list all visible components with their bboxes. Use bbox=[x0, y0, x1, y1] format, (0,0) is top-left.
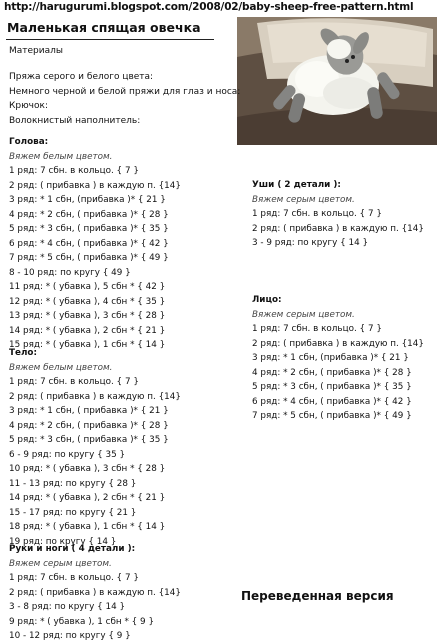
pattern-row: 11 - 13 ряд: по кругу { 28 } bbox=[9, 478, 137, 489]
materials-item: Пряжа серого и белого цвета: bbox=[9, 72, 154, 82]
head-note: Вяжем белым цветом. bbox=[9, 151, 113, 162]
materials-item: Волокнистый наполнитель: bbox=[9, 115, 141, 126]
pattern-row: 2 ряд: ( прибавка ) в каждую п. {14} bbox=[9, 391, 181, 402]
ears-heading: Уши ( 2 детали ): bbox=[252, 180, 341, 190]
face-heading: Лицо: bbox=[252, 295, 282, 305]
pattern-row: 1 ряд: 7 сбн. в кольцо. { 7 } bbox=[9, 573, 139, 583]
pattern-row: 6 ряд: * 4 сбн, ( прибавка )* { 42 } bbox=[9, 238, 169, 249]
pattern-row: 10 - 12 ряд: по кругу { 9 } bbox=[9, 631, 131, 641]
pattern-row: 1 ряд: 7 сбн. в кольцо. { 7 } bbox=[252, 324, 382, 334]
pattern-row: 13 ряд: * ( убавка ), 3 сбн * { 28 } bbox=[9, 311, 166, 321]
pattern-row: 11 ряд: * ( убавка ), 5 сбн * { 42 } bbox=[9, 282, 166, 292]
pattern-row: 12 ряд: * ( убавка ), 4 сбн * { 35 } bbox=[9, 296, 166, 307]
pattern-row: 15 - 17 ряд: по кругу { 21 } bbox=[9, 507, 137, 518]
limbs-heading: Руки и ноги ( 4 детали ): bbox=[9, 544, 136, 554]
pattern-row: 7 ряд: * 5 сбн, ( прибавка )* { 49 } bbox=[9, 253, 169, 263]
pattern-row: 4 ряд: * 2 сбн, ( прибавка )* { 28 } bbox=[9, 209, 169, 220]
pattern-row: 3 ряд: * 1 сбн, (прибавка )* { 21 } bbox=[9, 195, 166, 205]
pattern-row: 8 - 10 ряд: по кругу { 49 } bbox=[9, 267, 131, 278]
limbs-note: Вяжем серым цветом. bbox=[9, 558, 112, 569]
materials-item: Немного черной и белой пряжи для глаз и носа: bbox=[9, 86, 241, 97]
sheep-photo-illustration bbox=[237, 17, 437, 145]
pattern-row: 2 ряд: ( прибавка ) в каждую п. {14} bbox=[9, 587, 181, 598]
limbs-section bbox=[9, 542, 181, 644]
pattern-row: 2 ряд: ( прибавка ) в каждую п. {14} bbox=[252, 223, 424, 234]
pattern-row: 3 - 8 ряд: по кругу { 14 } bbox=[9, 602, 126, 612]
pattern-row: 2 ряд: ( прибавка ) в каждую п. {14} bbox=[9, 180, 181, 191]
body-heading: Тело: bbox=[9, 348, 37, 358]
pattern-row: 6 ряд: * 4 сбн, ( прибавка )* { 42 } bbox=[252, 396, 412, 407]
pattern-row: 15 ряд: * ( убавка ), 1 сбн * { 14 } bbox=[9, 340, 166, 350]
materials-heading: Материалы bbox=[9, 46, 63, 56]
materials-list bbox=[9, 70, 240, 128]
sheep-photo bbox=[237, 17, 437, 145]
pattern-row: 5 ряд: * 3 сбн, ( прибавка )* { 35 } bbox=[9, 435, 169, 445]
pattern-row: 1 ряд: 7 сбн. в кольцо. { 7 } bbox=[9, 377, 139, 387]
page-title: Маленькая спящая овечка bbox=[7, 20, 201, 35]
body-note: Вяжем белым цветом. bbox=[9, 362, 113, 373]
pattern-row: 14 ряд: * ( убавка ), 2 сбн * { 21 } bbox=[9, 325, 166, 336]
face-section bbox=[252, 293, 424, 424]
pattern-row: 14 ряд: * ( убавка ), 2 сбн * { 21 } bbox=[9, 493, 166, 503]
ears-note: Вяжем серым цветом. bbox=[252, 194, 355, 205]
pattern-row: 1 ряд: 7 сбн. в кольцо. { 7 } bbox=[252, 209, 382, 219]
face-note: Вяжем серым цветом. bbox=[252, 309, 355, 320]
pattern-row: 6 - 9 ряд: по кругу { 35 } bbox=[9, 449, 126, 460]
title-underline bbox=[6, 39, 214, 40]
head-heading: Голова: bbox=[9, 137, 49, 147]
body-section bbox=[9, 346, 181, 549]
pattern-row: 5 ряд: * 3 сбн, ( прибавка )* { 35 } bbox=[9, 224, 169, 234]
pattern-row: 3 ряд: * 1 сбн, ( прибавка )* { 21 } bbox=[9, 406, 169, 416]
pattern-row: 10 ряд: * ( убавка ), 3 сбн * { 28 } bbox=[9, 464, 166, 474]
pattern-row: 4 ряд: * 2 сбн, ( прибавка )* { 28 } bbox=[252, 367, 412, 378]
head-section bbox=[9, 135, 181, 353]
pattern-row: 19 ряд: по кругу { 14 } bbox=[9, 536, 117, 547]
source-url: http://harugurumi.blogspot.com/2008/02/baby-sheep-free-pattern.html bbox=[4, 1, 414, 13]
ears-section bbox=[252, 178, 424, 251]
pattern-row: 2 ряд: ( прибавка ) в каждую п. {14} bbox=[252, 338, 424, 349]
pattern-row: 5 ряд: * 3 сбн, ( прибавка )* { 35 } bbox=[252, 382, 412, 392]
pattern-row: 3 - 9 ряд: по кругу { 14 } bbox=[252, 238, 369, 248]
pattern-row: 1 ряд: 7 сбн. в кольцо. { 7 } bbox=[9, 166, 139, 176]
pattern-row: 9 ряд: * ( убавка ), 1 сбн * { 9 } bbox=[9, 616, 155, 627]
pattern-row: 18 ряд: * ( убавка ), 1 сбн * { 14 } bbox=[9, 522, 166, 532]
materials-item: Крючок: bbox=[9, 101, 48, 111]
pattern-row: 7 ряд: * 5 сбн, ( прибавка )* { 49 } bbox=[252, 411, 412, 421]
pattern-row: 4 ряд: * 2 сбн, ( прибавка )* { 28 } bbox=[9, 420, 169, 431]
translated-version-label: Переведенная версия bbox=[241, 589, 394, 603]
pattern-row: 3 ряд: * 1 сбн, (прибавка )* { 21 } bbox=[252, 353, 409, 363]
